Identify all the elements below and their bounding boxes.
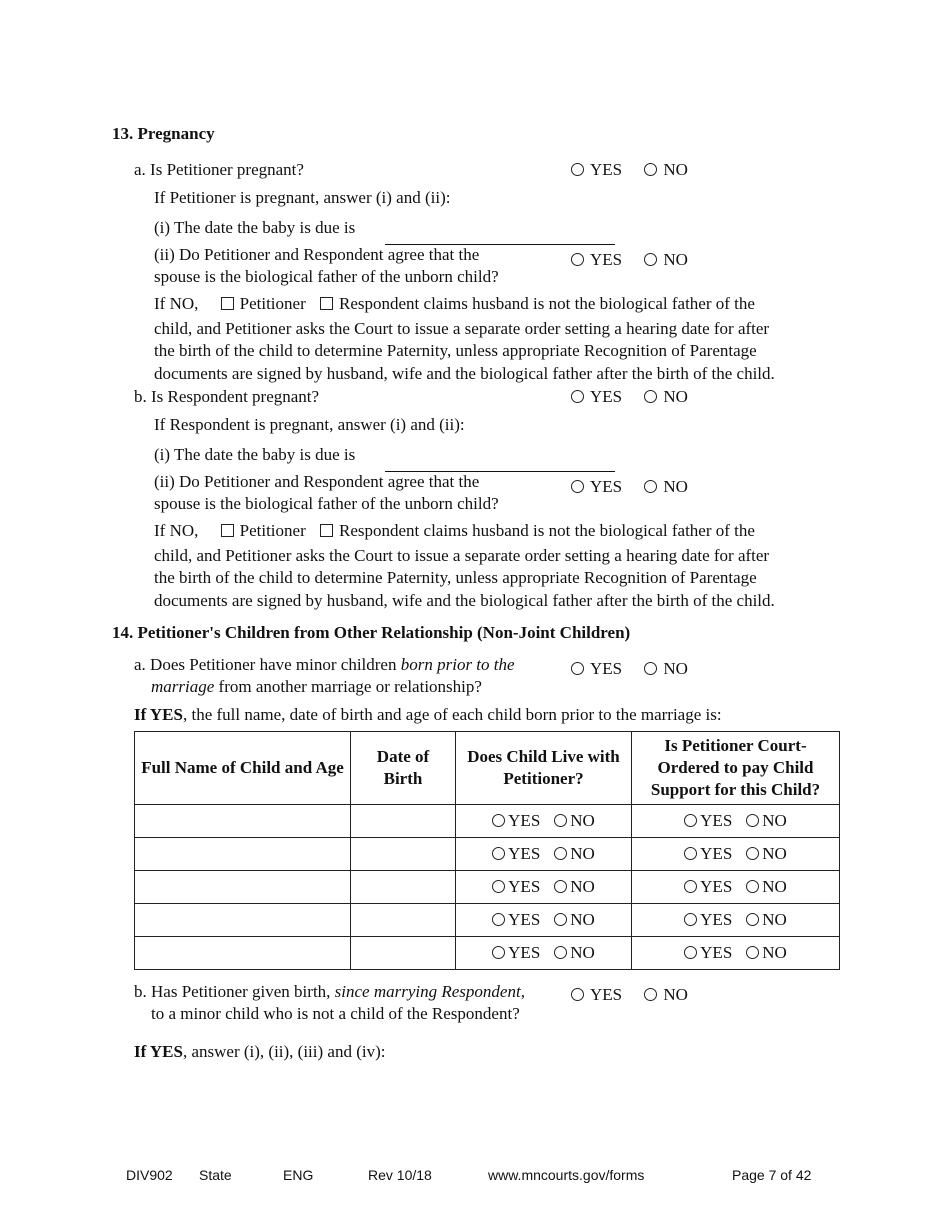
lives-with-no-radio[interactable]: [554, 880, 567, 893]
children-table-body: [135, 805, 840, 970]
respondent-claims-text: Respondent claims husband is not the biological father of the: [339, 521, 755, 540]
no-label: NO: [762, 943, 787, 962]
q13b-i-label: (i) The date the baby is due is: [154, 445, 356, 464]
q13a-para-line2: the birth of the child to determine Paternity, unless appropriate Recognition of Parentage: [154, 341, 757, 360]
q14a-options: [571, 658, 688, 680]
q13b-ii-options: [571, 476, 688, 498]
child-dob-cell[interactable]: [351, 937, 456, 970]
q13a-para-line1: child, and Petitioner asks the Court to issue a separate order setting a hearing date for after: [154, 319, 770, 338]
ifyes2-bold: If YES: [134, 1042, 183, 1061]
support-no-radio[interactable]: [746, 814, 759, 827]
no-label: NO: [663, 659, 688, 678]
q13b-respondent-checkbox[interactable]: [320, 524, 333, 537]
q13a-yes-radio[interactable]: [571, 163, 584, 176]
col-header-name: Full Name of Child and Age: [135, 732, 351, 805]
lives-with-no-radio[interactable]: [554, 847, 567, 860]
q14a-ifyes-line: [134, 704, 722, 726]
footer-page-number: Page 7 of 42: [732, 1167, 812, 1183]
q13b-yes-radio[interactable]: [571, 390, 584, 403]
no-label: NO: [663, 387, 688, 406]
lives-with-options-cell: [456, 937, 632, 970]
q13b-intro: If Respondent is pregnant, answer (i) and (ii):: [154, 415, 465, 434]
q13a-ii-options: [571, 249, 688, 271]
q13b-para-line2: the birth of the child to determine Paternity, unless appropriate Recognition of Parentage: [154, 568, 757, 587]
table-row: [135, 937, 840, 970]
q13a-i-label: (i) The date the baby is due is: [154, 218, 356, 237]
ifyes-bold: If YES: [134, 705, 183, 724]
table-row: [135, 838, 840, 871]
table-row: [135, 904, 840, 937]
lives-with-options-cell: [456, 871, 632, 904]
lives-with-no-radio[interactable]: [554, 814, 567, 827]
q14a-line1-text: a. Does Petitioner have minor children: [134, 655, 401, 674]
q14b-options: [571, 984, 688, 1006]
yes-label: YES: [700, 910, 733, 929]
table-row: [135, 871, 840, 904]
q14b-no-radio[interactable]: [644, 988, 657, 1001]
yes-label: YES: [700, 844, 733, 863]
support-options-cell: [632, 805, 840, 838]
child-dob-cell[interactable]: [351, 838, 456, 871]
children-table: [134, 731, 840, 970]
q13a-respondent-checkbox[interactable]: [320, 297, 333, 310]
q13b-ii-line2: spouse is the biological father of the unborn child?: [154, 494, 499, 513]
no-label: NO: [663, 985, 688, 1004]
yes-label: YES: [700, 943, 733, 962]
ifno-prefix: If NO,: [154, 521, 199, 540]
yes-label: YES: [508, 811, 541, 830]
section-14-heading: 14. Petitioner's Children from Other Relationship (Non-Joint Children): [112, 623, 631, 642]
ifyes-text: , the full name, date of birth and age of each child born prior to the marriage is:: [182, 705, 722, 724]
ifyes2-text: , answer (i), (ii), (iii) and (iv):: [182, 1042, 386, 1061]
child-name-age-cell[interactable]: [135, 838, 351, 871]
q14a-no-radio[interactable]: [644, 662, 657, 675]
q13b-ii-yes-radio[interactable]: [571, 480, 584, 493]
child-name-age-cell[interactable]: [135, 805, 351, 838]
support-options-cell: [632, 871, 840, 904]
no-label: NO: [663, 477, 688, 496]
lives-with-yes-radio[interactable]: [492, 847, 505, 860]
yes-label: YES: [508, 910, 541, 929]
petitioner-label: Petitioner: [239, 521, 306, 540]
support-no-radio[interactable]: [746, 946, 759, 959]
q14b-yes-radio[interactable]: [571, 988, 584, 1001]
q14b-ifyes-line: [134, 1041, 385, 1063]
q14a-line1: [134, 654, 515, 676]
footer-state: State: [199, 1167, 232, 1183]
q13a-options: [571, 159, 688, 181]
no-label: NO: [663, 250, 688, 269]
yes-label: YES: [700, 811, 733, 830]
table-row: [135, 805, 840, 838]
support-no-radio[interactable]: [746, 880, 759, 893]
lives-with-yes-radio[interactable]: [492, 880, 505, 893]
col-header-support: Is Petitioner Court-Ordered to pay Child Support for this Child?: [632, 732, 840, 805]
q13a-ii-line1: (ii) Do Petitioner and Respondent agree that the: [154, 245, 480, 264]
q14a-yes-radio[interactable]: [571, 662, 584, 675]
footer-language: ENG: [283, 1167, 314, 1183]
no-label: NO: [762, 844, 787, 863]
q13b-para-line1: child, and Petitioner asks the Court to issue a separate order setting a hearing date for after: [154, 546, 770, 565]
yes-label: YES: [508, 943, 541, 962]
yes-label: YES: [508, 844, 541, 863]
q14b-line1-post: ,: [520, 982, 525, 1001]
no-label: NO: [570, 877, 595, 896]
q14a-line2-text: from another marriage or relationship?: [214, 677, 482, 696]
q13a-ii-yes-radio[interactable]: [571, 253, 584, 266]
section-13-heading: 13. Pregnancy: [112, 124, 215, 143]
petitioner-label: Petitioner: [239, 294, 306, 313]
no-label: NO: [663, 160, 688, 179]
yes-label: YES: [590, 387, 623, 406]
lives-with-options-cell: [456, 838, 632, 871]
respondent-claims-text: Respondent claims husband is not the biological father of the: [339, 294, 755, 313]
no-label: NO: [570, 910, 595, 929]
q14b-line1: [134, 981, 525, 1003]
footer-revision: Rev 10/18: [368, 1167, 432, 1183]
col-header-lives-with: Does Child Live with Petitioner?: [456, 732, 632, 805]
lives-with-yes-radio[interactable]: [492, 946, 505, 959]
no-label: NO: [570, 844, 595, 863]
q13a-intro: If Petitioner is pregnant, answer (i) and (ii):: [154, 188, 451, 207]
q14a-line2: [151, 676, 482, 698]
q13b-ii-no-radio[interactable]: [644, 480, 657, 493]
lives-with-no-radio[interactable]: [554, 913, 567, 926]
yes-label: YES: [590, 160, 623, 179]
no-label: NO: [762, 811, 787, 830]
child-dob-cell[interactable]: [351, 805, 456, 838]
yes-label: YES: [590, 659, 623, 678]
q13a-para-line3: documents are signed by husband, wife and the biological father after the birth of the child.: [154, 364, 775, 383]
child-name-age-cell[interactable]: [135, 871, 351, 904]
q14b-line1-italic: since marrying Respondent: [334, 982, 521, 1001]
yes-label: YES: [700, 877, 733, 896]
q13a-ifno-line: [154, 293, 755, 315]
col-header-dob: Date of Birth: [351, 732, 456, 805]
q14a-line2-italic: marriage: [151, 677, 215, 696]
lives-with-options-cell: [456, 805, 632, 838]
footer-url[interactable]: www.mncourts.gov/forms: [488, 1167, 645, 1183]
support-no-radio[interactable]: [746, 913, 759, 926]
yes-label: YES: [590, 250, 623, 269]
lives-with-yes-radio[interactable]: [492, 814, 505, 827]
q13a-question: a. Is Petitioner pregnant?: [134, 160, 304, 179]
yes-label: YES: [590, 985, 623, 1004]
no-label: NO: [570, 811, 595, 830]
yes-label: YES: [508, 877, 541, 896]
support-options-cell: [632, 937, 840, 970]
q13b-ii-line1: (ii) Do Petitioner and Respondent agree that the: [154, 472, 480, 491]
q14a-line1-italic: born prior to the: [400, 655, 515, 674]
q13b-no-radio[interactable]: [644, 390, 657, 403]
support-options-cell: [632, 838, 840, 871]
q13b-petitioner-checkbox[interactable]: [221, 524, 234, 537]
no-label: NO: [762, 910, 787, 929]
support-options-cell: [632, 904, 840, 937]
q14b-line2: to a minor child who is not a child of the Respondent?: [151, 1004, 520, 1023]
q13b-para-line3: documents are signed by husband, wife and the biological father after the birth of the child.: [154, 591, 775, 610]
q13a-petitioner-checkbox[interactable]: [221, 297, 234, 310]
child-name-age-cell[interactable]: [135, 937, 351, 970]
q13a-ii-line2: spouse is the biological father of the unborn child?: [154, 267, 499, 286]
footer-form-id: DIV902: [126, 1167, 173, 1183]
q13a-no-radio[interactable]: [644, 163, 657, 176]
lives-with-options-cell: [456, 904, 632, 937]
q14b-line1-text: b. Has Petitioner given birth,: [134, 982, 335, 1001]
child-dob-cell[interactable]: [351, 871, 456, 904]
q13b-question: b. Is Respondent pregnant?: [134, 387, 320, 406]
ifno-prefix: If NO,: [154, 294, 199, 313]
no-label: NO: [570, 943, 595, 962]
support-yes-radio[interactable]: [684, 880, 697, 893]
support-yes-radio[interactable]: [684, 913, 697, 926]
support-no-radio[interactable]: [746, 847, 759, 860]
no-label: NO: [762, 877, 787, 896]
yes-label: YES: [590, 477, 623, 496]
lives-with-yes-radio[interactable]: [492, 913, 505, 926]
support-yes-radio[interactable]: [684, 847, 697, 860]
q13b-options: [571, 386, 688, 408]
q13a-ii-no-radio[interactable]: [644, 253, 657, 266]
child-dob-cell[interactable]: [351, 904, 456, 937]
q13b-ifno-line: [154, 520, 755, 542]
support-yes-radio[interactable]: [684, 814, 697, 827]
support-yes-radio[interactable]: [684, 946, 697, 959]
child-name-age-cell[interactable]: [135, 904, 351, 937]
lives-with-no-radio[interactable]: [554, 946, 567, 959]
